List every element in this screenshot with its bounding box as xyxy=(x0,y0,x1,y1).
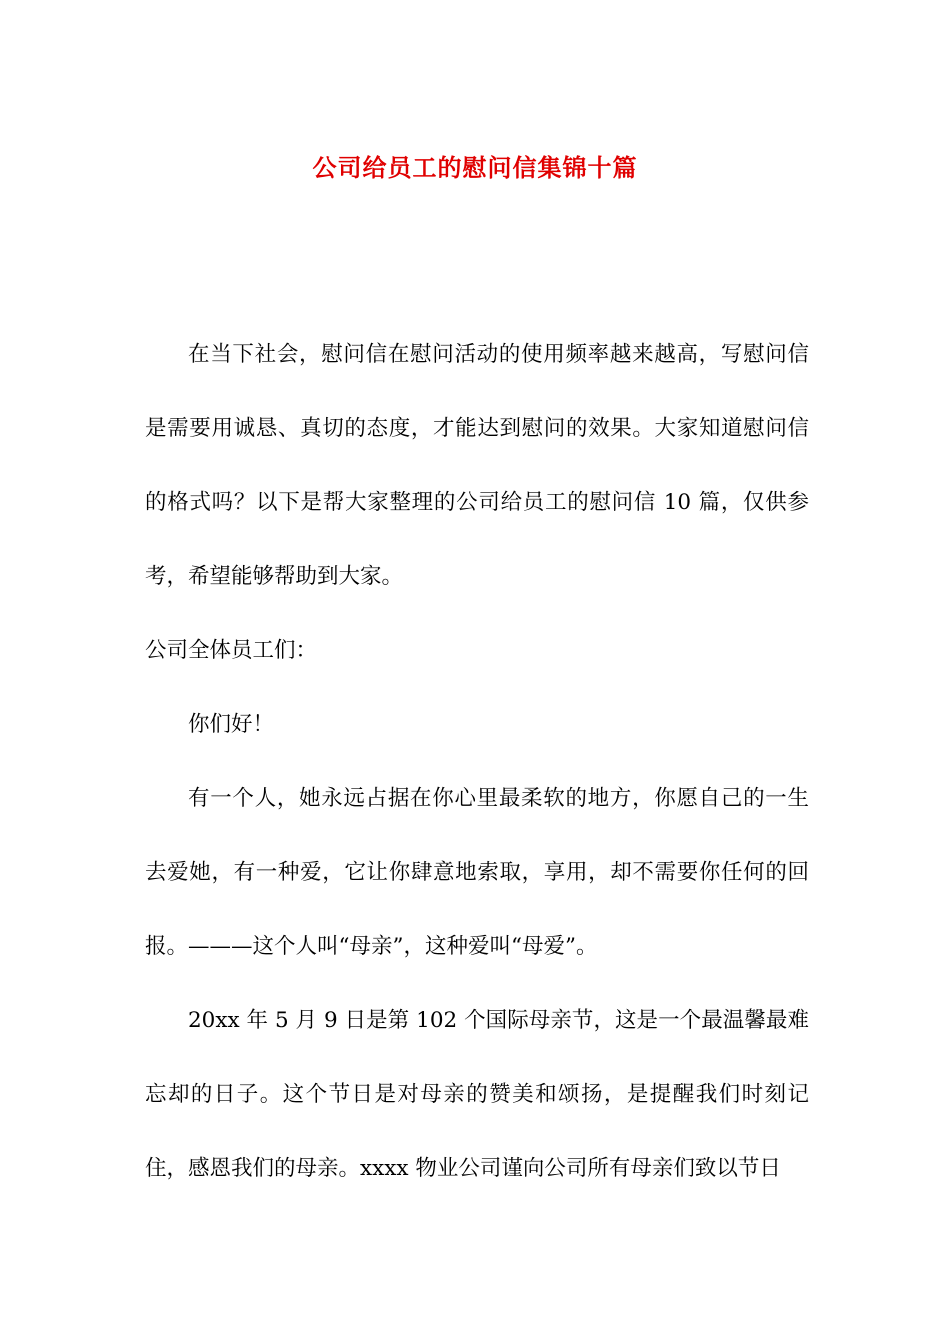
intro-paragraph: 在当下社会，慰问信在慰问活动的使用频率越来越高，写慰问信是需要用诚恳、真切的态度，才能达到慰问的效果。大家知道慰问信的格式吗？以下是帮大家整理的公司给员工的慰问信 10 篇，仅供参考，希望能够帮助到大家。 xyxy=(145,342,809,589)
greeting-paragraph: 你们好！ xyxy=(188,712,275,737)
salutation-paragraph: 公司全体员工们： xyxy=(145,638,318,663)
body-paragraph-mother: 有一个人，她永远占据在你心里最柔软的地方，你愿自己的一生去爱她，有一种爱，它让你肆意地索取，享用，却不需要你任何的回报。———这个人叫“母亲”，这种爱叫“母爱”。 xyxy=(145,786,809,959)
body-paragraph-holiday: 20xx 年 5 月 9 日是第 102 个国际母亲节，这是一个最温馨最难忘却的日子。这个节日是对母亲的赞美和颂扬，是提醒我们时刻记住，感恩我们的母亲。xxxx 物业公司谨向公司所有母亲们致以节日 xyxy=(145,1008,809,1181)
document-body xyxy=(145,318,809,1206)
document-title: 公司给员工的慰问信集锦十篇 xyxy=(312,153,638,183)
